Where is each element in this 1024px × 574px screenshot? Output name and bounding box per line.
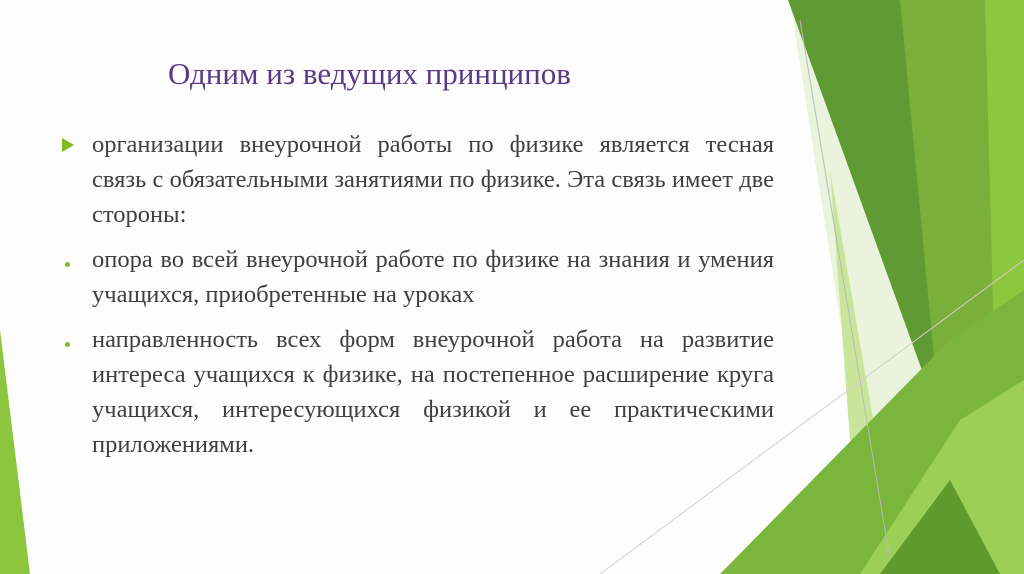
- slide-body: [62, 127, 774, 472]
- paragraph-3: [62, 322, 774, 462]
- paragraph-text: организации внеурочной работы по физике является тесная связь с обязательными занятиями по физике. Эта связь имеет две стороны:: [92, 131, 774, 228]
- paragraph-1: [62, 127, 774, 232]
- dot-bullet-icon: [62, 242, 70, 277]
- dot-bullet-icon: [62, 322, 70, 357]
- paragraph-text: направленность всех форм внеурочной работа на развитие интереса учащихся к физике, на постепенное расширение круга учащихся, интересующихся физикой и ее практическими приложениями.: [92, 326, 774, 458]
- triangle-bullet-icon: [62, 127, 74, 162]
- left-green-sliver: [0, 330, 30, 574]
- paragraph-2: [62, 242, 774, 312]
- paragraph-text: опора во всей внеурочной работе по физике на знания и умения учащихся, приобретенные на уроках: [92, 246, 774, 308]
- slide-title: Одним из ведущих принципов: [168, 56, 571, 91]
